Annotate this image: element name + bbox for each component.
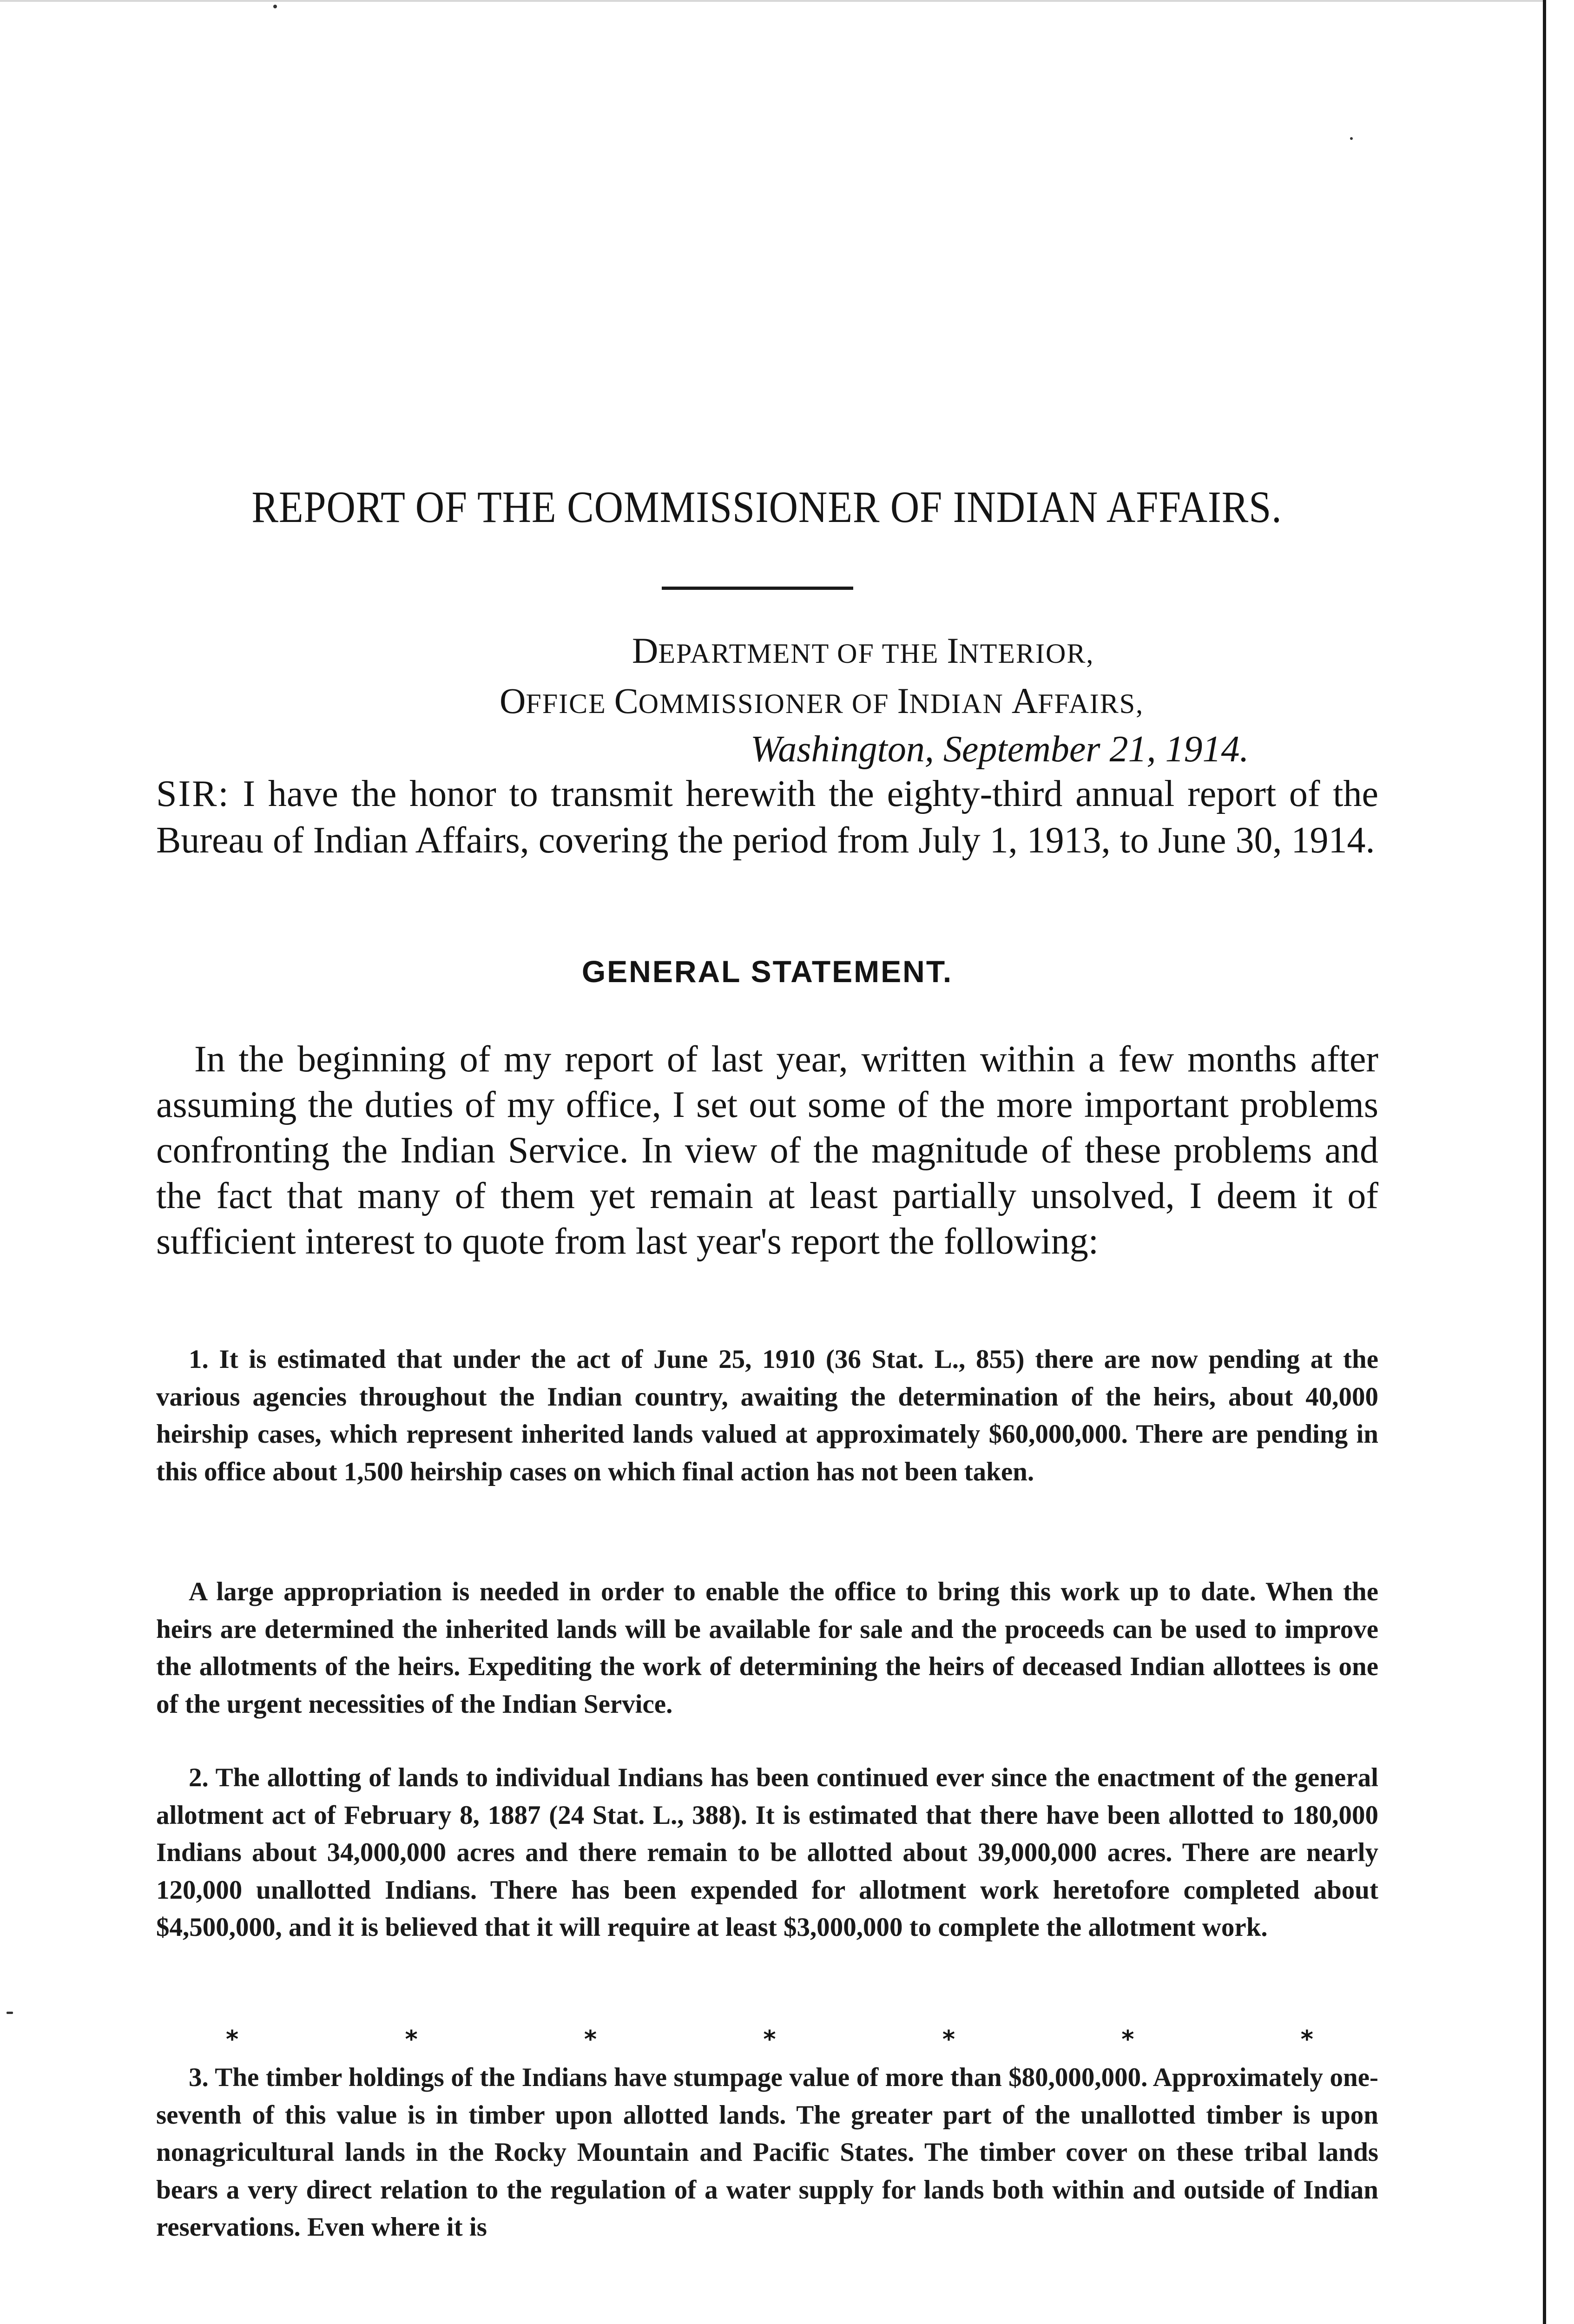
salutation-text: I have the honor to transmit herewith the eighty-third annual report of the Bureau of Indian Affairs, covering the period from July 1, 1913, to June 30, 1914. [156,773,1379,861]
asterisk: * [1300,2026,1313,2053]
page-border-rule [1543,0,1546,2324]
address-text: FFAIRS, [1038,688,1144,719]
address-line-office [500,675,1144,729]
address-text: O [500,680,526,721]
quoted-paragraph-appropriation: A large appropriation is needed in order to enable the office to bring this work up to date. When the heirs are determined the inherited lands will be available for sale and the proceeds can be used to improve the allotments of the heirs. Expediting the work of determining the heirs of deceased Indian allottees is one of the urgent necessities of the Indian Service. [156,1577,1378,1719]
asterisk: * [763,2026,776,2053]
address-text: OMMISSIONER OF [638,688,897,719]
address-text: NTERIOR, [959,638,1094,669]
address-text: D [632,630,659,671]
asterisk: * [1121,2026,1134,2053]
scan-speck [7,2012,13,2014]
title-rule [662,587,853,590]
quoted-paragraph-allotting: 2. The allotting of lands to individual Indians has been continued ever since the enactment of the general allotment act of February 8, 1887 (24 Stat. L., 388). It is estimated that there have been allotted to 180,000 Indians about 34,000,000 acres and there remain to be allotted about 39,000,000 acres. There are nearly 120,000 unallotted Indians. There has been expended for allotment work heretofore completed about $4,500,000, and it is believed that it will require at least $3,000,000 to complete the allotment work. [156,1763,1378,1942]
address-text: FFICE [526,688,614,719]
address-text: EPARTMENT OF THE [658,638,947,669]
address-text: C [614,680,639,721]
asterisk: * [942,2026,955,2053]
quoted-paragraph-timber: 3. The timber holdings of the Indians have stumpage value of more than $80,000,000. Approximately one-seventh of this value is in timber upon allotted lands. The greater part of the unallotted timber is upon nonagricultural lands in the Rocky Mountain and Pacific States. The timber cover on these tribal lands bears a very direct relation to the regulation of a water supply for lands both within and outside of Indian reservations. Even where it is [156,2063,1378,2242]
asterisk: * [405,2026,418,2053]
salutation-paragraph [156,771,1378,864]
address-text: A [1011,680,1038,721]
page-top-edge [0,0,1543,2]
asterisk: * [584,2026,597,2053]
salutation-sir: SIR: [156,773,230,814]
ellipsis-asterisks [226,2026,1313,2058]
intro-paragraph: In the beginning of my report of last year, written within a few months after assuming the duties of my office, I set out some of the more important problems confronting the Indian Service. In view of the magnitude of these problems and the fact that many of them yet remain at least partially unsolved, I deem it of sufficient interest to quote from last year's report the following: [156,1039,1378,1262]
quoted-paragraph-heirship: 1. It is estimated that under the act of June 25, 1910 (36 Stat. L., 855) there are now pending at the various agencies throughout the Indian country, awaiting the determination of the heirs, about 40,000 heirship cases, which represent inherited lands valued at approximately $60,000,000. There are pending in this office about 1,500 heirship cases on which final action has not been taken. [156,1345,1378,1486]
scan-speck [1350,137,1353,140]
page-title: REPORT OF THE COMMISSIONER OF INDIAN AFFAIRS. [251,482,1282,532]
scan-speck [273,5,277,8]
address-text: I [947,630,959,671]
address-text: I [897,680,909,721]
asterisk: * [226,2026,239,2053]
address-text: NDIAN [909,688,1012,719]
address-line-department [632,625,1094,679]
section-heading: GENERAL STATEMENT. [581,954,953,989]
address-line-place-date: Washington, September 21, 1914. [751,729,1249,770]
